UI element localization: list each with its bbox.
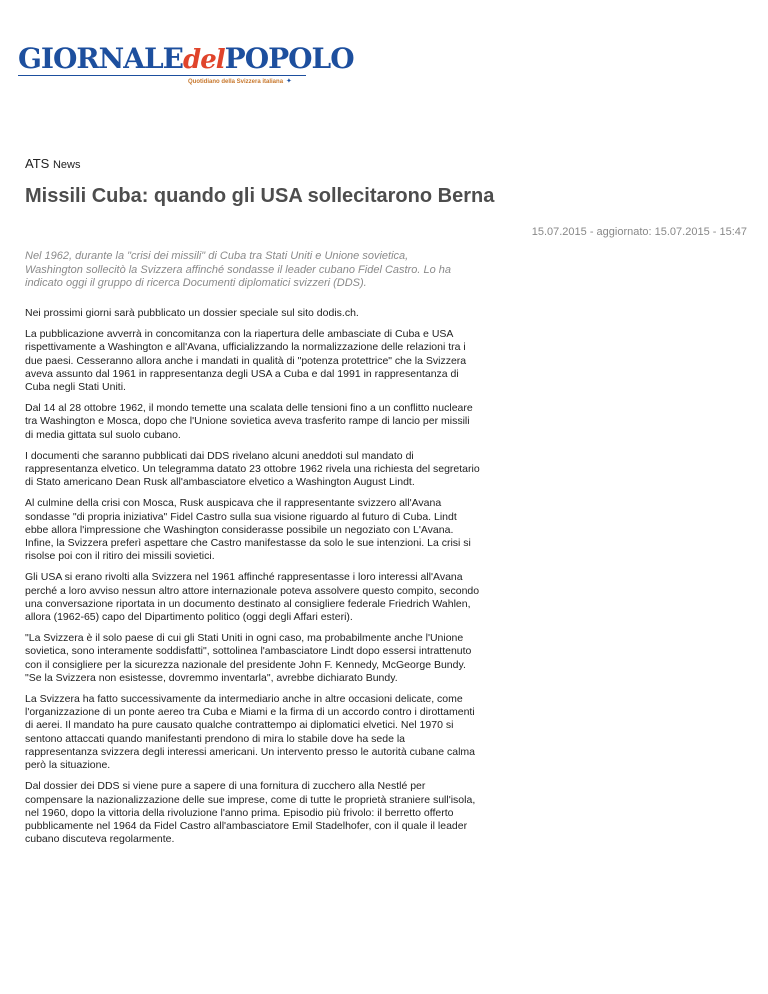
logo-underline	[18, 75, 306, 76]
article-paragraph: La pubblicazione avverrà in concomitanza con la riapertura delle ambasciate di Cuba e USA rispettivamente a Washington e all'Avana, ufficializzando la normalizzazione delle relazioni tra i due paesi. Cesseranno allora anche i mandati in qualità di "potenza protettrice" che la Svizzera aveva assunto dal 1961 in rappresentanza degli USA a Cuba e dal 1991 in rappresentanza di Cuba negli Stati Uniti.	[25, 328, 467, 394]
article-paragraph: La Svizzera ha fatto successivamente da intermediario anche in altre occasioni delicate, come l'organizzazione di un ponte aereo tra Cuba e Miami e la firma di un accordo contro i dirottamenti di aerei. Il mandato ha pure causato qualche contrattempo ai diplomatici elvetici. Nel 1970 si sentono attaccati quando manifestanti prendono di mira lo stabile dove ha sede la rappresentanza svizzera degli interessi americani. Un intervento presso le autorità cubane calma però la situazione.	[25, 693, 475, 772]
section-prefix: ATS	[25, 156, 50, 171]
section-name: News	[52, 159, 81, 171]
article-paragraph: Nei prossimi giorni sarà pubblicato un dossier speciale sul sito dodis.ch.	[25, 307, 359, 319]
article-paragraph: Dal dossier dei DDS si viene pure a sapere di una fornitura di zucchero alla Nestlé per compensare la nazionalizzazione delle sue imprese, come di tutte le proprietà straniere sull'isola, nel 1960, dopo la vittoria della rivoluzione l'anno prima. Episodio più frivolo: il berretto offerto pubblicamente nel 1964 da Fidel Castro all'ambasciatore Emil Stadelhofer, con il quale il leader cubano discuteva regolarmente.	[25, 780, 476, 846]
article-paragraph: I documenti che saranno pubblicati dai DDS rivelano alcuni aneddoti sul mandato di rappresentanza elvetico. Un telegramma datato 23 ottobre 1962 rivela una richiesta del segretario di Stato americano Dean Rusk all'ambasciatore elvetico a Washington August Lindt.	[25, 449, 480, 489]
logo-giornale: GIORNALE	[18, 42, 184, 75]
article-paragraph: Al culmine della crisi con Mosca, Rusk auspicava che il rappresentante svizzero all'Avana sondasse "di propria iniziativa" Fidel Castro sulla sua visione riguardo al futuro di Cuba. Lindt ebbe allora l'impressione che Washington considerasse possibile un negoziato con L'Avana. Infine, la Svizzera preferì aspettare che Castro manifestasse da solo le sue intenzioni. La crisi si risolse poi con il ritiro dei missili sovietici.	[25, 497, 471, 563]
logo-tagline-text: Quotidiano della Svizzera italiana	[188, 79, 284, 85]
logo-tagline	[188, 77, 292, 85]
article-paragraph: Gli USA si erano rivolti alla Svizzera nel 1961 affinché rappresentasse i loro interessi all'Avana perché a loro avviso nessun altro attore internazionale poteva assolvere questo compito, secondo una conversazione riportata in un documento destinato al consigliere federale Friedrich Wahlen, allora (1962-65) capo del Dipartimento politico (oggi degli Affari esteri).	[25, 571, 480, 624]
article-lead: Nel 1962, durante la "crisi dei missili" di Cuba tra Stati Uniti e Unione sovietica, Washington sollecitò la Svizzera affinché sondasse il leader cubano Fidel Castro. Lo ha indicato oggi il gruppo di ricerca Documenti diplomatici svizzeri (DDS).	[25, 250, 451, 289]
article-paragraph: Dal 14 al 28 ottobre 1962, il mondo temette una scalata delle tensioni fino a un conflitto nucleare tra Washington e Mosca, dopo che l'Unione sovietica aveva trasferito rampe di lancio per missili di media gittata sul suolo cubano.	[25, 402, 473, 441]
article-paragraph: "La Svizzera è il solo paese di cui gli Stati Uniti in ogni caso, ma probabilmente anche l'Unione sovietica, sono interamente soddisfatti", sottolinea l'ambasciatore Lindt dopo essersi intrattenuto con il consigliere per la sicurezza nazionale del presidente John F. Kennedy, McGeorge Bundy. "Se la Svizzera non esistesse, dovremmo inventarla", avrebbe dichiarato Bundy.	[25, 632, 472, 684]
logo-star-icon: ✦	[286, 78, 292, 85]
logo-popolo: POPOLO	[224, 42, 354, 75]
article-date: 15.07.2015 - aggiornato: 15.07.2015 - 15:47	[531, 226, 747, 238]
logo-wordmark	[18, 42, 354, 75]
masthead-logo[interactable]	[18, 42, 354, 92]
article-title: Missili Cuba: quando gli USA sollecitarono Berna	[25, 185, 495, 207]
logo-del: del	[183, 45, 225, 75]
section-label	[25, 156, 80, 171]
article-body	[25, 307, 480, 854]
